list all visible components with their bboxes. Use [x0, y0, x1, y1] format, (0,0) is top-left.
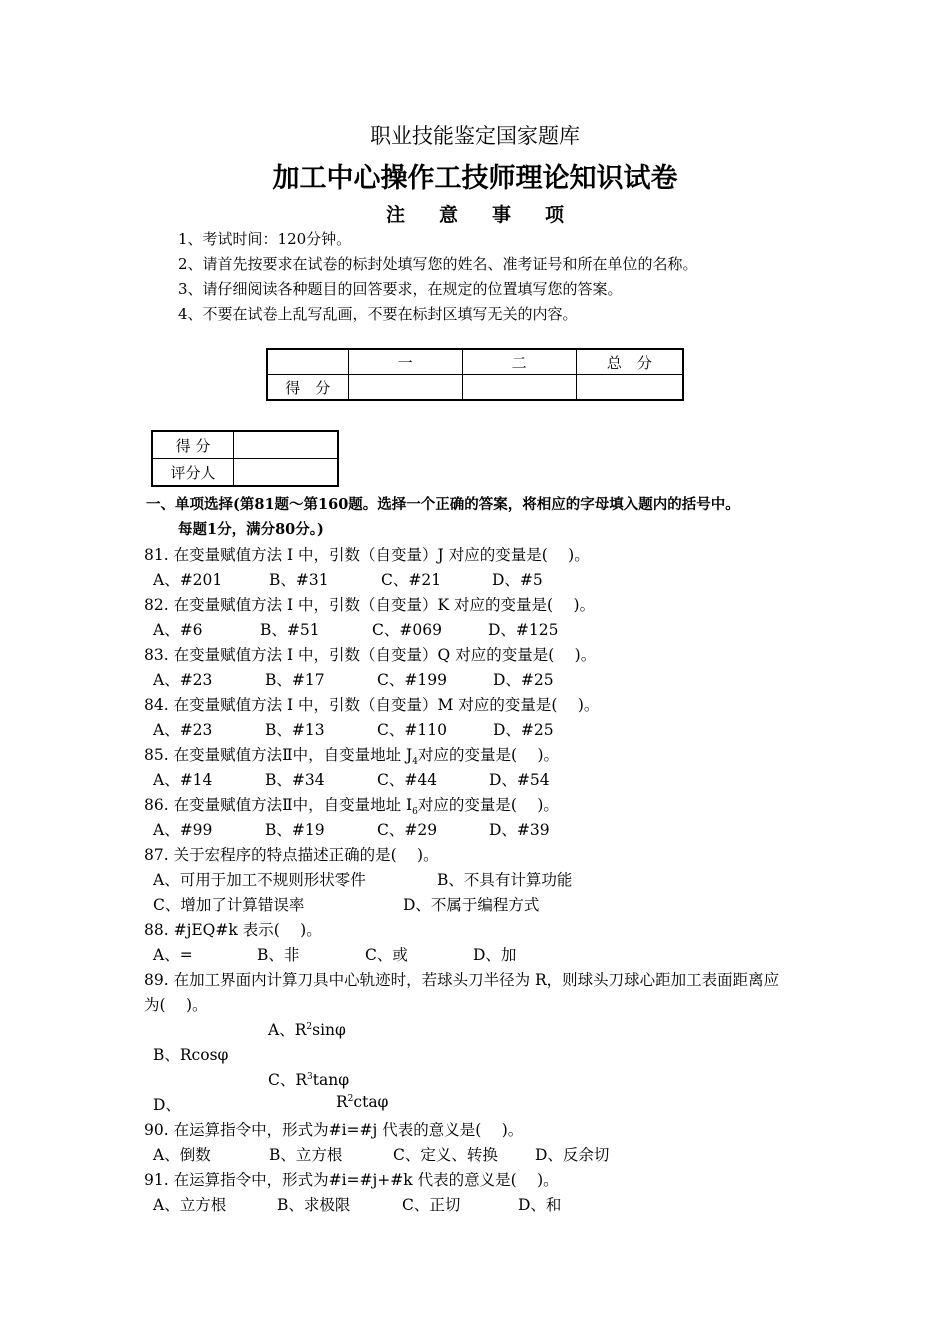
option-c: C、#199 [377, 671, 447, 689]
option-c: C、定义、转换 [393, 1146, 498, 1164]
option-b: B、立方根 [269, 1146, 343, 1164]
option-d: D、和 [518, 1196, 562, 1214]
question-stem: 85. 在变量赋值方法Ⅱ中，自变量地址 $J_4$对应的变量是( )。 [144, 746, 560, 768]
table-header-cell [267, 349, 348, 375]
option-c: C、增加了计算错误率 [153, 896, 305, 914]
score-row-label: 得 分 [267, 375, 348, 401]
exam-title: 加工中心操作工技师理论知识试卷 [272, 163, 678, 194]
option-d: D、不属于编程方式 [403, 896, 540, 914]
option-d: D、#5 [492, 571, 543, 589]
option-b: B、#17 [265, 671, 325, 689]
grader-name-cell[interactable] [234, 459, 339, 487]
score-input-cell[interactable] [348, 375, 462, 401]
option-c: C、#21 [381, 571, 442, 589]
option-a: A、#23 [153, 671, 213, 689]
question-stem: 86. 在变量赋值方法Ⅱ中，自变量地址 $I_6$对应的变量是( )。 [144, 796, 559, 818]
grader-score-label: 得 分 [152, 431, 234, 459]
option-a: A、#201 [153, 571, 223, 589]
option-d: D、#39 [489, 821, 550, 839]
option-d: D、#54 [489, 771, 550, 789]
score-summary-table [266, 348, 684, 401]
exam-bank-title: 职业技能鉴定国家题库 [370, 124, 580, 148]
notice-item: 4、不要在试卷上乱写乱画，不要在标封区填写无关的内容。 [178, 305, 578, 323]
option-a: A、倒数 [153, 1146, 211, 1164]
score-input-cell[interactable] [576, 375, 683, 401]
question-stem: 83. 在变量赋值方法 I 中，引数（自变量）Q 对应的变量是( )。 [144, 646, 597, 664]
option-b: B、#51 [260, 621, 320, 639]
table-header-cell: 总 分 [576, 349, 683, 375]
option-c: C、或 [365, 946, 408, 964]
option-c: C、$R^3\tan\varphi$ [268, 1071, 350, 1089]
option-d: D、#25 [493, 671, 554, 689]
option-a: A、= [153, 946, 193, 964]
option-b: B、非 [257, 946, 300, 964]
table-header-cell: 一 [348, 349, 462, 375]
question-stem-cont: 为( )。 [144, 996, 208, 1014]
option-d: $R^2cta\varphi$ [336, 1093, 389, 1111]
score-input-cell[interactable] [462, 375, 576, 401]
option-d: D、加 [473, 946, 517, 964]
option-c: C、#069 [372, 621, 442, 639]
option-a: A、#6 [153, 621, 203, 639]
option-a: A、#99 [153, 821, 213, 839]
table-header-cell: 二 [462, 349, 576, 375]
option-b: B、#19 [265, 821, 325, 839]
option-c: C、#44 [377, 771, 438, 789]
section-heading-cont: 每题1分，满分80分。) [178, 521, 324, 538]
question-stem: 88. #jEQ#k 表示( )。 [144, 921, 322, 939]
option-d-label: D、 [153, 1096, 181, 1114]
option-a: A、立方根 [153, 1196, 227, 1214]
option-c: C、正切 [402, 1196, 461, 1214]
grader-table [151, 430, 339, 487]
section-heading: 一、单项选择(第81题～第160题。选择一个正确的答案，将相应的字母填入题内的括号中。 [146, 496, 740, 513]
option-d: D、#25 [493, 721, 554, 739]
option-b: B、不具有计算功能 [437, 871, 573, 889]
notice-heading: 注意事项 [385, 204, 598, 226]
option-d: D、反余切 [535, 1146, 610, 1164]
option-d: D、#125 [488, 621, 559, 639]
option-b: B、#31 [269, 571, 329, 589]
option-b: B、#13 [265, 721, 325, 739]
option-a: A、#23 [153, 721, 213, 739]
notice-item: 1、考试时间：120分钟。 [178, 230, 352, 248]
option-b: B、#34 [265, 771, 325, 789]
option-a: A、可用于加工不规则形状零件 [153, 871, 366, 889]
grader-name-label: 评分人 [152, 459, 234, 487]
notice-item: 3、请仔细阅读各种题目的回答要求，在规定的位置填写您的答案。 [178, 280, 623, 298]
option-c: C、#110 [377, 721, 447, 739]
option-a: A、$R^2\sin\varphi$ [268, 1021, 346, 1039]
question-stem: 87. 关于宏程序的特点描述正确的是( )。 [144, 846, 439, 864]
notice-item: 2、请首先按要求在试卷的标封处填写您的姓名、准考证号和所在单位的名称。 [178, 255, 698, 273]
question-stem: 81. 在变量赋值方法 I 中，引数（自变量）J 对应的变量是( )。 [144, 546, 590, 564]
option-a: A、#14 [153, 771, 213, 789]
question-stem: 91. 在运算指令中，形式为#i=#j+#k 代表的意义是( )。 [144, 1171, 559, 1189]
option-b: B、Rcosφ [153, 1046, 229, 1064]
grader-score-cell[interactable] [234, 431, 339, 459]
option-b: B、求极限 [277, 1196, 351, 1214]
question-stem: 84. 在变量赋值方法 I 中，引数（自变量）M 对应的变量是( )。 [144, 696, 600, 714]
option-c: C、#29 [377, 821, 438, 839]
question-stem: 89. 在加工界面内计算刀具中心轨迹时，若球头刀半径为 R，则球头刀球心距加工表面距离应 [144, 971, 780, 989]
question-stem: 82. 在变量赋值方法 I 中，引数（自变量）K 对应的变量是( )。 [144, 596, 596, 614]
question-stem: 90. 在运算指令中，形式为#i=#j 代表的意义是( )。 [144, 1121, 524, 1139]
